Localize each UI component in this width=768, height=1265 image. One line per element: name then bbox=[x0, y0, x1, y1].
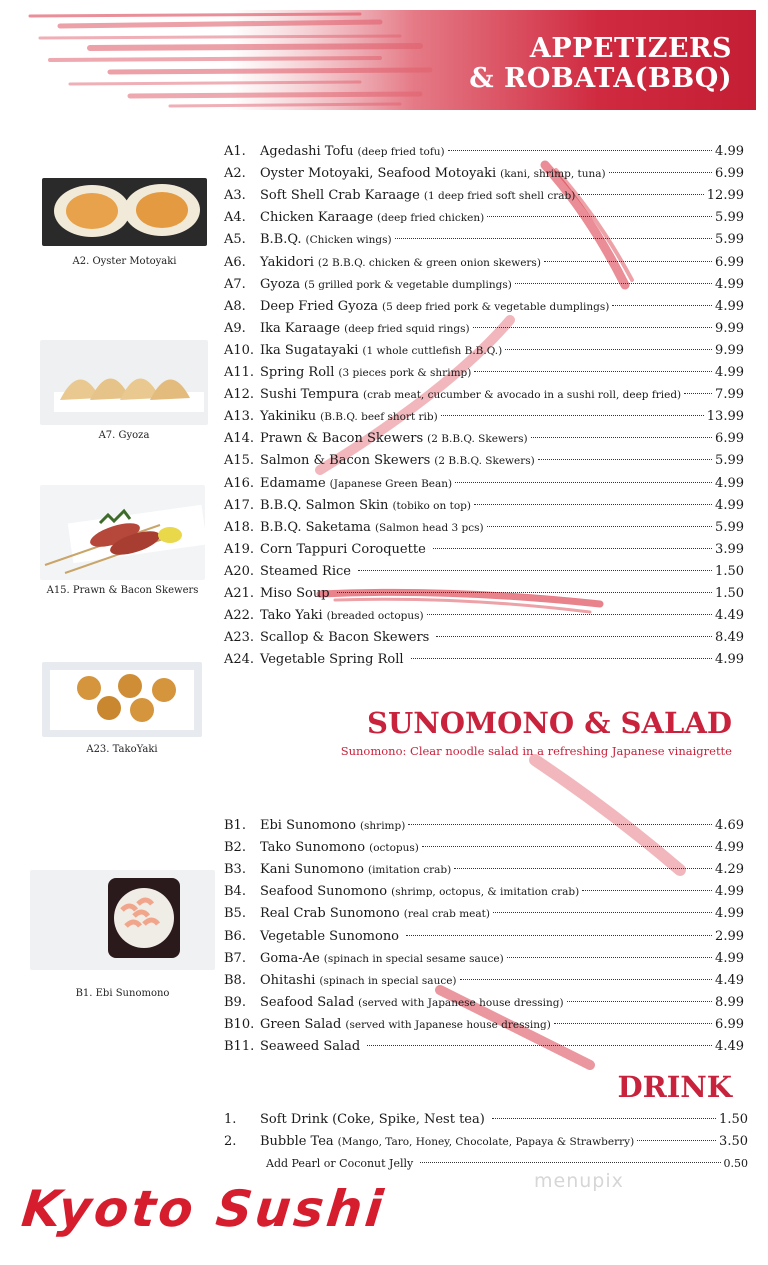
item-description: (octopus) bbox=[369, 842, 419, 855]
heading-line-1: APPETIZERS bbox=[529, 33, 732, 64]
item-code: B7. bbox=[224, 950, 246, 966]
item-code: A22. bbox=[224, 608, 255, 624]
menu-item bbox=[224, 816, 744, 836]
item-name: Deep Fried Gyoza bbox=[260, 298, 378, 314]
item-price: 6.99 bbox=[715, 1016, 744, 1032]
item-price: 5.99 bbox=[715, 453, 744, 469]
item-price: 4.99 bbox=[715, 475, 744, 491]
item-name: Ebi Sunomono bbox=[260, 818, 356, 833]
leader-dots bbox=[637, 1140, 716, 1141]
item-name: Miso Soup bbox=[260, 586, 330, 601]
menu-item bbox=[224, 164, 744, 184]
menu-item bbox=[224, 971, 744, 991]
item-name: Seafood Sunomono bbox=[260, 884, 388, 900]
leader-dots bbox=[408, 824, 712, 825]
menu-item bbox=[224, 429, 744, 449]
item-name: Oyster Motoyaki, Seafood Motoyaki bbox=[260, 166, 497, 182]
menu-item bbox=[224, 1154, 748, 1174]
item-name: Ohitashi bbox=[260, 972, 316, 988]
item-code: A19. bbox=[224, 541, 255, 557]
leader-dots bbox=[422, 846, 712, 847]
leader-dots bbox=[395, 238, 712, 239]
item-code: A16. bbox=[224, 475, 255, 491]
item-description: (tobiko on top) bbox=[392, 499, 471, 512]
menu-item bbox=[224, 650, 744, 670]
item-name: Seaweed Salad bbox=[260, 1039, 361, 1054]
item-code: A14. bbox=[224, 431, 255, 447]
item-price: 2.99 bbox=[715, 928, 744, 944]
item-description: (1 deep fried soft shell crab) bbox=[423, 190, 576, 203]
photo-caption: A23. TakoYaki bbox=[86, 744, 158, 755]
item-name: Soft Drink (Coke, Spike, Nest tea) bbox=[260, 1112, 485, 1127]
leader-dots bbox=[455, 482, 712, 483]
item-code: A2. bbox=[224, 166, 246, 182]
item-name: Ika Karaage bbox=[260, 320, 341, 336]
item-code: A10. bbox=[224, 342, 255, 358]
item-name: Salmon & Bacon Skewers bbox=[260, 453, 431, 469]
item-name: Ika Sugatayaki bbox=[260, 342, 359, 358]
menu-item bbox=[224, 230, 744, 250]
menu-item bbox=[224, 341, 744, 361]
item-name: Chicken Karaage bbox=[260, 210, 374, 226]
item-name: B.B.Q. Saketama bbox=[260, 519, 371, 535]
leader-dots bbox=[474, 371, 712, 372]
item-name: Edamame bbox=[260, 475, 326, 491]
item-description: (2 B.B.Q. chicken & green onion skewers) bbox=[317, 256, 541, 269]
item-code: A18. bbox=[224, 519, 255, 535]
item-code: A7. bbox=[224, 276, 246, 292]
menu-item bbox=[224, 253, 744, 273]
item-price: 3.50 bbox=[719, 1134, 748, 1149]
item-price: 4.99 bbox=[715, 652, 744, 668]
leader-dots bbox=[358, 570, 712, 571]
menu-item bbox=[224, 584, 744, 604]
menu-item bbox=[224, 540, 744, 560]
sunomono-heading: SUNOMONO & SALAD bbox=[367, 706, 732, 740]
item-price: 5.99 bbox=[715, 519, 744, 535]
item-code: A9. bbox=[224, 320, 246, 336]
item-code: A13. bbox=[224, 409, 255, 425]
item-code: A8. bbox=[224, 298, 246, 314]
item-code: A11. bbox=[224, 365, 255, 380]
item-name: Vegetable Spring Roll bbox=[260, 652, 404, 668]
leader-dots bbox=[507, 957, 712, 958]
item-price: 0.50 bbox=[723, 1157, 748, 1170]
item-code: 1. bbox=[224, 1112, 237, 1127]
item-code: B5. bbox=[224, 906, 246, 922]
item-price: 4.99 bbox=[715, 144, 744, 159]
item-name: Bubble Tea bbox=[260, 1134, 334, 1149]
item-price: 6.99 bbox=[715, 431, 744, 447]
item-name: Spring Roll bbox=[260, 365, 335, 380]
item-name: Green Salad bbox=[260, 1016, 342, 1032]
item-price: 4.49 bbox=[715, 1039, 744, 1054]
item-code: B3. bbox=[224, 862, 246, 878]
menu-item bbox=[224, 451, 744, 471]
leader-dots bbox=[460, 979, 713, 980]
item-price: 3.99 bbox=[715, 541, 744, 557]
item-price: 9.99 bbox=[715, 342, 744, 358]
leader-dots bbox=[515, 283, 712, 284]
item-code: A6. bbox=[224, 254, 246, 270]
leader-dots bbox=[582, 890, 712, 891]
item-price: 4.99 bbox=[715, 840, 744, 856]
menu-item bbox=[224, 927, 744, 947]
leader-dots bbox=[612, 305, 712, 306]
item-name: B.B.Q. Salmon Skin bbox=[260, 497, 389, 513]
item-name: Scallop & Bacon Skewers bbox=[260, 630, 430, 646]
menu-item bbox=[224, 904, 744, 924]
item-name: Soft Shell Crab Karaage bbox=[260, 188, 420, 204]
menu-item bbox=[224, 1037, 744, 1057]
item-price: 4.99 bbox=[715, 276, 744, 292]
item-name: Gyoza bbox=[260, 276, 301, 292]
item-description: (Chicken wings) bbox=[305, 234, 392, 247]
menupix-watermark: menupix bbox=[534, 1170, 624, 1192]
menu-item bbox=[224, 208, 744, 228]
menu-item bbox=[224, 628, 744, 648]
item-description: (Salmon head 3 pcs) bbox=[374, 521, 484, 534]
menu-item bbox=[224, 860, 744, 880]
item-description: (Japanese Green Bean) bbox=[329, 477, 453, 490]
menu-item bbox=[224, 496, 744, 516]
menu-item bbox=[224, 142, 744, 162]
item-price: 1.50 bbox=[715, 586, 744, 601]
item-name: Prawn & Bacon Skewers bbox=[260, 431, 424, 447]
item-code: B1. bbox=[224, 818, 246, 833]
menu-item bbox=[224, 297, 744, 317]
leader-dots bbox=[436, 636, 712, 637]
item-description: (breaded octopus) bbox=[326, 610, 424, 623]
item-code: B8. bbox=[224, 972, 246, 988]
item-code: A4. bbox=[224, 210, 246, 226]
item-code: A21. bbox=[224, 586, 255, 601]
menu-item bbox=[224, 882, 744, 902]
item-description: (spinach in special sesame sauce) bbox=[323, 952, 504, 965]
item-description: (shrimp, octopus, & imitation crab) bbox=[391, 886, 580, 899]
item-price: 1.50 bbox=[715, 563, 744, 579]
menu-item bbox=[224, 319, 744, 339]
menu-item bbox=[224, 562, 744, 582]
menu-item bbox=[224, 1110, 748, 1130]
item-name: Tako Sunomono bbox=[260, 840, 366, 856]
item-name: Goma-Ae bbox=[260, 950, 320, 966]
item-name: Real Crab Sunomono bbox=[260, 906, 400, 922]
item-description: (Mango, Taro, Honey, Chocolate, Papaya & Strawberry) bbox=[337, 1136, 635, 1148]
leader-dots bbox=[367, 1045, 712, 1046]
leader-dots bbox=[473, 327, 712, 328]
takoyaki-photo bbox=[42, 662, 202, 737]
leader-dots bbox=[427, 614, 712, 615]
item-code: 2. bbox=[224, 1134, 237, 1149]
item-price: 5.99 bbox=[715, 232, 744, 248]
photo-caption: A2. Oyster Motoyaki bbox=[72, 256, 177, 267]
sunomono-subtitle: Sunomono: Clear noodle salad in a refreshing Japanese vinaigrette bbox=[340, 744, 732, 758]
item-code: B9. bbox=[224, 994, 246, 1010]
heading-line-2: & ROBATA(BBQ) bbox=[469, 63, 732, 94]
item-code: B4. bbox=[224, 884, 246, 900]
item-description: (3 pieces pork & shrimp) bbox=[338, 367, 472, 379]
item-price: 4.99 bbox=[715, 365, 744, 380]
item-code: B11. bbox=[224, 1039, 255, 1054]
item-price: 5.99 bbox=[715, 210, 744, 226]
item-name: Tako Yaki bbox=[260, 608, 323, 624]
oyster-photo bbox=[42, 178, 207, 246]
item-description: (B.B.Q. beef short rib) bbox=[320, 411, 438, 424]
item-price: 8.99 bbox=[715, 994, 744, 1010]
item-code: A1. bbox=[224, 144, 246, 159]
photo-caption: A7. Gyoza bbox=[98, 430, 150, 441]
item-description: (2 B.B.Q. Skewers) bbox=[434, 455, 535, 468]
item-price: 1.50 bbox=[719, 1112, 748, 1127]
item-description: (shrimp) bbox=[359, 820, 406, 832]
item-price: 4.69 bbox=[715, 818, 744, 833]
appetizers-heading bbox=[469, 34, 732, 94]
item-code: B2. bbox=[224, 840, 246, 856]
item-price: 4.99 bbox=[715, 906, 744, 922]
sunomono-photo bbox=[30, 870, 215, 970]
item-price: 6.99 bbox=[715, 166, 744, 182]
item-code: A15. bbox=[224, 453, 255, 469]
leader-dots bbox=[337, 592, 713, 593]
item-code: A20. bbox=[224, 563, 255, 579]
item-description: (served with Japanese house dressing) bbox=[345, 1018, 551, 1031]
menu-item bbox=[224, 385, 744, 405]
item-name: Seafood Salad bbox=[260, 994, 355, 1010]
leader-dots bbox=[531, 437, 712, 438]
item-code: B10. bbox=[224, 1016, 255, 1032]
item-price: 9.99 bbox=[715, 320, 744, 336]
leader-dots bbox=[433, 548, 712, 549]
leader-dots bbox=[492, 1118, 716, 1119]
item-price: 4.49 bbox=[715, 608, 744, 624]
menu-item bbox=[224, 1132, 748, 1152]
item-name: Corn Tappuri Coroquette bbox=[260, 541, 426, 557]
item-name: Sushi Tempura bbox=[260, 387, 359, 403]
leader-dots bbox=[567, 1001, 712, 1002]
skewer-photo bbox=[40, 485, 205, 580]
menu-item bbox=[224, 606, 744, 626]
menu-item bbox=[224, 838, 744, 858]
item-description: (spinach in special sauce) bbox=[319, 974, 457, 987]
item-name: B.B.Q. bbox=[260, 232, 302, 248]
item-price: 4.99 bbox=[715, 497, 744, 513]
item-code: A24. bbox=[224, 652, 255, 668]
menu-item bbox=[224, 518, 744, 538]
item-name: Agedashi Tofu bbox=[260, 144, 354, 159]
menu-item bbox=[224, 363, 744, 383]
item-description: (2 B.B.Q. Skewers) bbox=[427, 433, 528, 446]
item-price: 6.99 bbox=[715, 254, 744, 270]
item-price: 4.99 bbox=[715, 950, 744, 966]
item-code: A3. bbox=[224, 188, 246, 204]
item-description: (deep fried chicken) bbox=[377, 212, 485, 225]
item-price: 4.99 bbox=[715, 298, 744, 314]
item-code: B6. bbox=[224, 928, 246, 944]
item-price: 4.99 bbox=[715, 884, 744, 900]
leader-dots bbox=[411, 658, 713, 659]
leader-dots bbox=[544, 261, 712, 262]
leader-dots bbox=[448, 150, 712, 151]
leader-dots bbox=[487, 526, 712, 527]
item-description: (imitation crab) bbox=[367, 864, 452, 877]
item-price: 4.49 bbox=[715, 972, 744, 988]
leader-dots bbox=[454, 868, 712, 869]
leader-dots bbox=[406, 935, 712, 936]
item-name: Add Pearl or Coconut Jelly bbox=[266, 1157, 414, 1170]
photo-caption: A15. Prawn & Bacon Skewers bbox=[46, 585, 199, 596]
item-code: A17. bbox=[224, 497, 255, 513]
item-name: Yakiniku bbox=[260, 409, 317, 425]
leader-dots bbox=[538, 459, 712, 460]
item-name: Steamed Rice bbox=[260, 563, 351, 579]
item-price: 12.99 bbox=[706, 188, 744, 204]
menu-item bbox=[224, 474, 744, 494]
item-description: (served with Japanese house dressing) bbox=[358, 996, 564, 1009]
menu-item bbox=[224, 1015, 744, 1035]
item-description: (kani, shrimp, tuna) bbox=[500, 168, 606, 181]
gyoza-photo bbox=[40, 340, 208, 425]
leader-dots bbox=[441, 415, 704, 416]
leader-dots bbox=[554, 1023, 712, 1024]
item-description: (real crab meat) bbox=[403, 908, 490, 921]
menu-item bbox=[224, 186, 744, 206]
menu-item bbox=[224, 275, 744, 295]
item-price: 4.29 bbox=[715, 862, 744, 878]
item-description: (crab meat, cucumber & avocado in a sushi roll, deep fried) bbox=[362, 389, 682, 402]
item-description: (1 whole cuttlefish B.B.Q.) bbox=[362, 344, 503, 357]
item-description: (deep fried squid rings) bbox=[344, 322, 470, 335]
leader-dots bbox=[505, 349, 712, 350]
leader-dots bbox=[420, 1162, 720, 1163]
item-code: A23. bbox=[224, 630, 255, 646]
item-price: 8.49 bbox=[715, 630, 744, 646]
item-description: (deep fried tofu) bbox=[357, 146, 445, 158]
item-price: 7.99 bbox=[715, 387, 744, 403]
item-name: Kani Sunomono bbox=[260, 862, 364, 878]
item-price: 13.99 bbox=[706, 409, 744, 425]
menu-item bbox=[224, 993, 744, 1013]
menu-item bbox=[224, 949, 744, 969]
leader-dots bbox=[487, 216, 712, 217]
item-description: (5 grilled pork & vegetable dumplings) bbox=[304, 278, 512, 291]
leader-dots bbox=[578, 194, 703, 195]
item-code: A5. bbox=[224, 232, 246, 248]
item-description: (5 deep fried pork & vegetable dumplings) bbox=[381, 300, 610, 313]
drink-heading: DRINK bbox=[617, 1070, 732, 1104]
item-code: A12. bbox=[224, 387, 255, 403]
item-name: Vegetable Sunomono bbox=[260, 928, 400, 944]
kyoto-sushi-logo: Kyoto Sushi bbox=[18, 1180, 389, 1238]
leader-dots bbox=[474, 504, 712, 505]
photo-caption: B1. Ebi Sunomono bbox=[75, 988, 170, 999]
item-name: Yakidori bbox=[260, 254, 314, 270]
leader-dots bbox=[609, 172, 712, 173]
menu-item bbox=[224, 407, 744, 427]
leader-dots bbox=[493, 912, 712, 913]
leader-dots bbox=[684, 393, 712, 394]
